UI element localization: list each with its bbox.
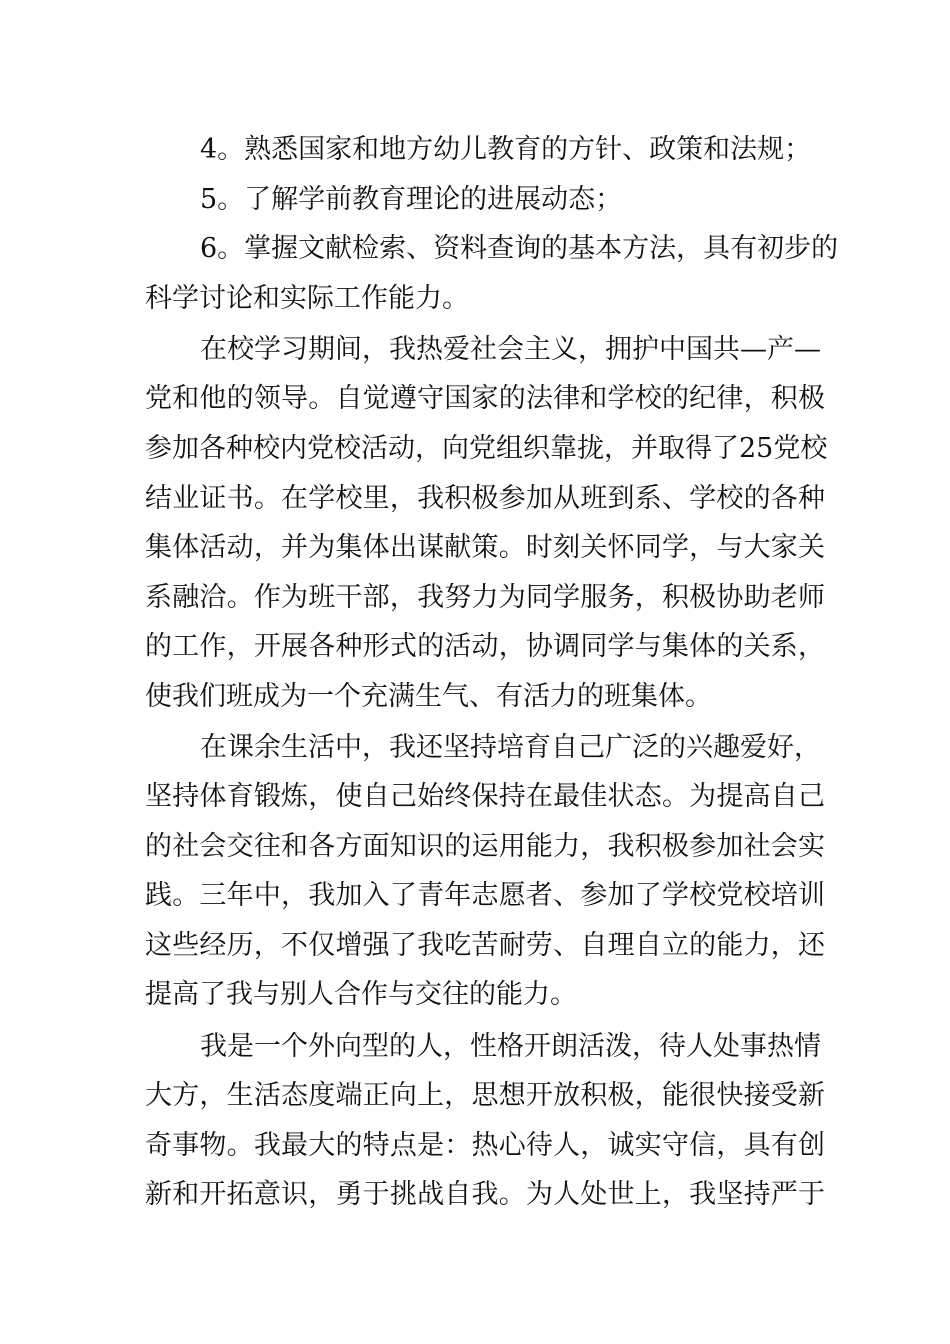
paragraph-1-line-5: 集体活动，并为集体出谋献策。时刻关怀同学，与大家关 — [145, 532, 825, 563]
paragraph-1-line-2: 党和他的领导。自觉遵守国家的法律和学校的纪律，积极 — [145, 383, 825, 414]
list-item-6-line-1: 6。掌握文献检索、资料查询的基本方法，具有初步的 — [200, 233, 839, 264]
paragraph-1-line-7: 的工作，开展各种形式的活动，协调同学与集体的关系， — [145, 631, 825, 662]
paragraph-1-line-4: 结业证书。在学校里，我积极参加从班到系、学校的各种 — [145, 483, 825, 514]
paragraph-1-line-8: 使我们班成为一个充满生气、有活力的班集体。 — [145, 681, 712, 712]
paragraph-2-line-3: 的社会交往和各方面知识的运用能力，我积极参加社会实 — [145, 831, 825, 862]
paragraph-1-line-1: 在校学习期间，我热爱社会主义，拥护中国共—产— — [200, 334, 821, 365]
paragraph-3-line-2: 大方，生活态度端正向上，思想开放积极，能很快接受新 — [145, 1080, 825, 1111]
paragraph-3-line-1: 我是一个外向型的人，性格开朗活泼，待人处事热情 — [200, 1031, 821, 1062]
list-item-5: 5。了解学前教育理论的进展动态； — [200, 184, 623, 215]
paragraph-3-line-4: 新和开拓意识，勇于挑战自我。为人处世上，我坚持严于 — [145, 1179, 825, 1210]
paragraph-2-line-2: 坚持体育锻炼，使自己始终保持在最佳状态。为提高自己 — [145, 781, 825, 812]
paragraph-1-line-3: 参加各种校内党校活动，向党组织靠拢，并取得了25党校 — [145, 433, 828, 464]
paragraph-2-line-1: 在课余生活中，我还坚持培育自己广泛的兴趣爱好， — [200, 732, 821, 763]
paragraph-3-line-3: 奇事物。我最大的特点是：热心待人，诚实守信，具有创 — [145, 1130, 825, 1161]
paragraph-2-line-6: 提高了我与别人合作与交往的能力。 — [145, 979, 577, 1010]
paragraph-2-line-4: 践。三年中，我加入了青年志愿者、参加了学校党校培训 — [145, 880, 825, 911]
list-item-4: 4。熟悉国家和地方幼儿教育的方针、政策和法规； — [200, 134, 812, 165]
paragraph-2-line-5: 这些经历，不仅增强了我吃苦耐劳、自理自立的能力，还 — [145, 930, 825, 961]
paragraph-1-line-6: 系融洽。作为班干部，我努力为同学服务，积极协助老师 — [145, 582, 825, 613]
list-item-6-line-2: 科学讨论和实际工作能力。 — [145, 283, 469, 314]
